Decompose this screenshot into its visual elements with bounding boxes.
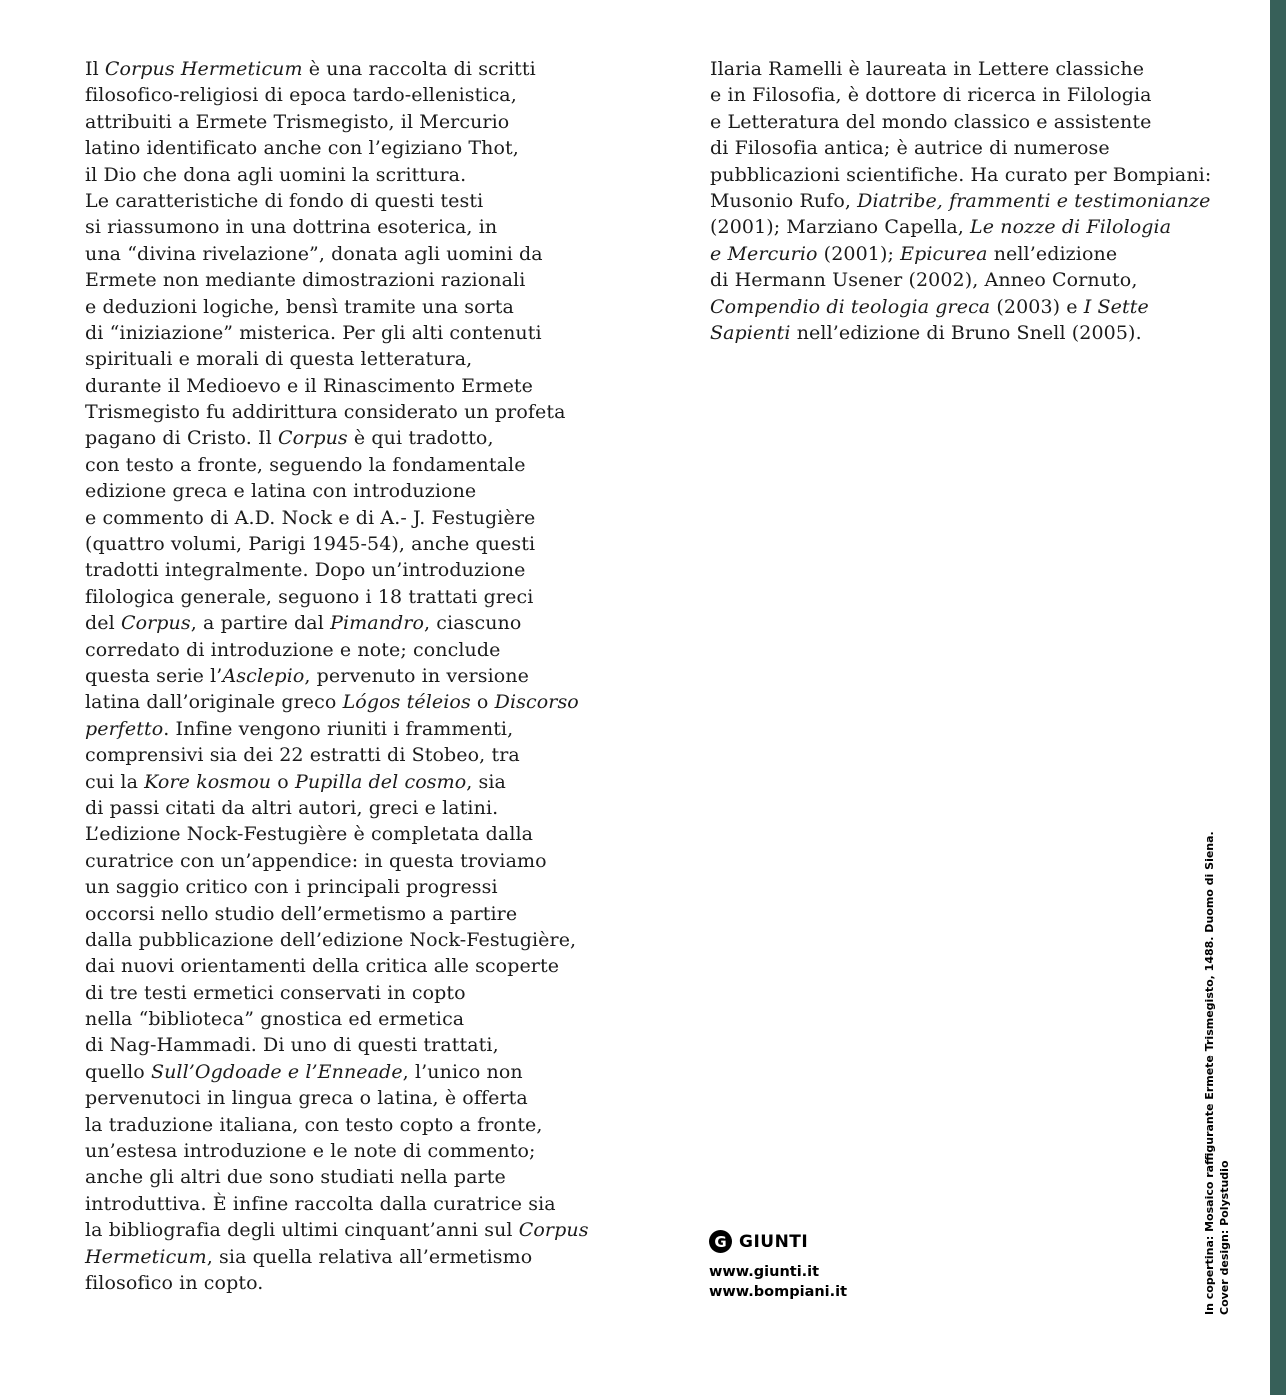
text-line: durante il Medioevo e il Rinascimento Ermete [85,374,533,397]
text-line: del Corpus, a partire dal Pimandro, ciascuno [85,612,522,635]
text-line: di “iniziazione” misterica. Per gli alti contenuti [85,321,542,344]
text-line: perfetto. Infine vengono riuniti i frammenti, [85,717,514,740]
giunti-logo-icon: G [709,1230,732,1253]
text-line: con testo a fronte, seguendo la fondamentale [85,453,526,476]
text-line: Compendio di teologia greca (2003) e I Sette [710,295,1149,318]
text-line: e in Filosofia, è dottore di ricerca in Filologia [710,84,1152,107]
text-line: un saggio critico con i principali progressi [85,876,498,899]
text-line: latino identificato anche con l’egiziano Thot, [85,137,519,160]
text-line: di passi citati da altri autori, greci e latini. [85,796,499,819]
text-line: pubblicazioni scientifiche. Ha curato per Bompiani: [710,163,1212,186]
text-line: (quattro volumi, Parigi 1945-54), anche questi [85,533,536,556]
text-line: filosofico in copto. [85,1271,264,1294]
text-line: Musonio Rufo, Diatribe, frammenti e testimonianze [710,189,1211,212]
text-line: dai nuovi orientamenti della critica alle scoperte [85,955,560,978]
text-line: e Mercurio (2001); Epicurea nell’edizione [710,242,1118,265]
text-line: si riassumono in una dottrina esoterica, in [85,216,498,239]
text-line: nella “biblioteca” gnostica ed ermetica [85,1008,465,1031]
text-line: filologica generale, seguono i 18 trattati greci [85,585,534,608]
text-line: un’estesa introduzione e le note di commento; [85,1140,536,1163]
text-line: di Hermann Usener (2002), Anneo Cornuto, [710,269,1138,292]
text-line: questa serie l’Asclepio, pervenuto in versione [85,664,529,687]
right-column-text [710,56,1220,346]
text-line: e deduzioni logiche, bensì tramite una sorta [85,295,514,318]
text-line: pervenutoci in lingua greca o latina, è offerta [85,1087,528,1110]
publisher-logo-row [709,1230,847,1253]
text-line: tradotti integralmente. Dopo un’introduzione [85,559,526,582]
text-line: edizione greca e latina con introduzione [85,480,477,503]
text-line: filosofico-religiosi di epoca tardo-ellenistica, [85,84,517,107]
text-line: pagano di Cristo. Il Corpus è qui tradotto, [85,427,494,450]
text-line: Il Corpus Hermeticum è una raccolta di scritti [85,58,536,80]
publisher-urls [709,1262,847,1302]
text-line: il Dio che dona agli uomini la scrittura. [85,163,467,186]
text-line: Hermeticum, sia quella relativa all’ermetismo [85,1245,533,1268]
text-line: latina dall’originale greco Lógos téleios o Discorso [85,691,579,714]
text-line: la bibliografia degli ultimi cinquant’anni sul Corpus [85,1219,589,1242]
text-line: Ermete non mediante dimostrazioni razionali [85,269,526,292]
text-line: (2001); Marziano Capella, Le nozze di Filologia [710,216,1172,239]
text-line: e Letteratura del mondo classico e assistente [710,110,1152,133]
text-line: e commento di A.D. Nock e di A.- J. Festugière [85,506,536,529]
text-line: cui la Kore kosmou o Pupilla del cosmo, sia [85,770,506,793]
cover-credit-text [1202,831,1232,1315]
publisher-block [709,1230,847,1302]
giunti-url: www.giunti.it [709,1264,820,1280]
text-line: introduttiva. È infine raccolta dalla curatrice sia [85,1192,556,1215]
text-line: comprensivi sia dei 22 estratti di Stobeo, tra [85,744,520,767]
text-line: di Filosofia antica; è autrice di numerose [710,137,1110,160]
cover-credit-line-2: Cover design: Polystudio [1218,1160,1231,1315]
text-line: una “divina rivelazione”, donata agli uomini da [85,242,543,265]
text-line: Le caratteristiche di fondo di questi testi [85,189,484,212]
text-line: curatrice con un’appendice: in questa troviamo [85,849,547,872]
text-line: L’edizione Nock-Festugière è completata dalla [85,823,534,846]
text-line: Trismegisto fu addirittura considerato un profeta [85,401,566,424]
text-line: Ilaria Ramelli è laureata in Lettere classiche [710,58,1145,80]
spine-stripe [1270,0,1286,1395]
text-line: occorsi nello studio dell’ermetismo a partire [85,902,518,925]
text-line: quello Sull’Ogdoade e l’Enneade, l’unico non [85,1060,523,1083]
cover-credit-line-1: In copertina: Mosaico raffigurante Ermete Trismegisto, 1488. Duomo di Siena. [1203,831,1216,1315]
publisher-name: GIUNTI [739,1231,809,1252]
text-line: di Nag-Hammadi. Di uno di questi trattati, [85,1034,499,1057]
text-line: spirituali e morali di questa letteratura, [85,348,473,371]
text-line: anche gli altri due sono studiati nella parte [85,1166,506,1189]
text-line: attribuiti a Ermete Trismegisto, il Mercurio [85,110,510,133]
text-line: corredato di introduzione e note; conclude [85,638,501,661]
text-line: la traduzione italiana, con testo copto a fronte, [85,1113,543,1136]
bompiani-url: www.bompiani.it [709,1284,848,1300]
text-line: Sapienti nell’edizione di Bruno Snell (2005). [710,321,1142,344]
left-column-text [85,56,595,1296]
text-line: di tre testi ermetici conservati in copto [85,981,466,1004]
text-line: dalla pubblicazione dell’edizione Nock-Festugière, [85,928,577,951]
